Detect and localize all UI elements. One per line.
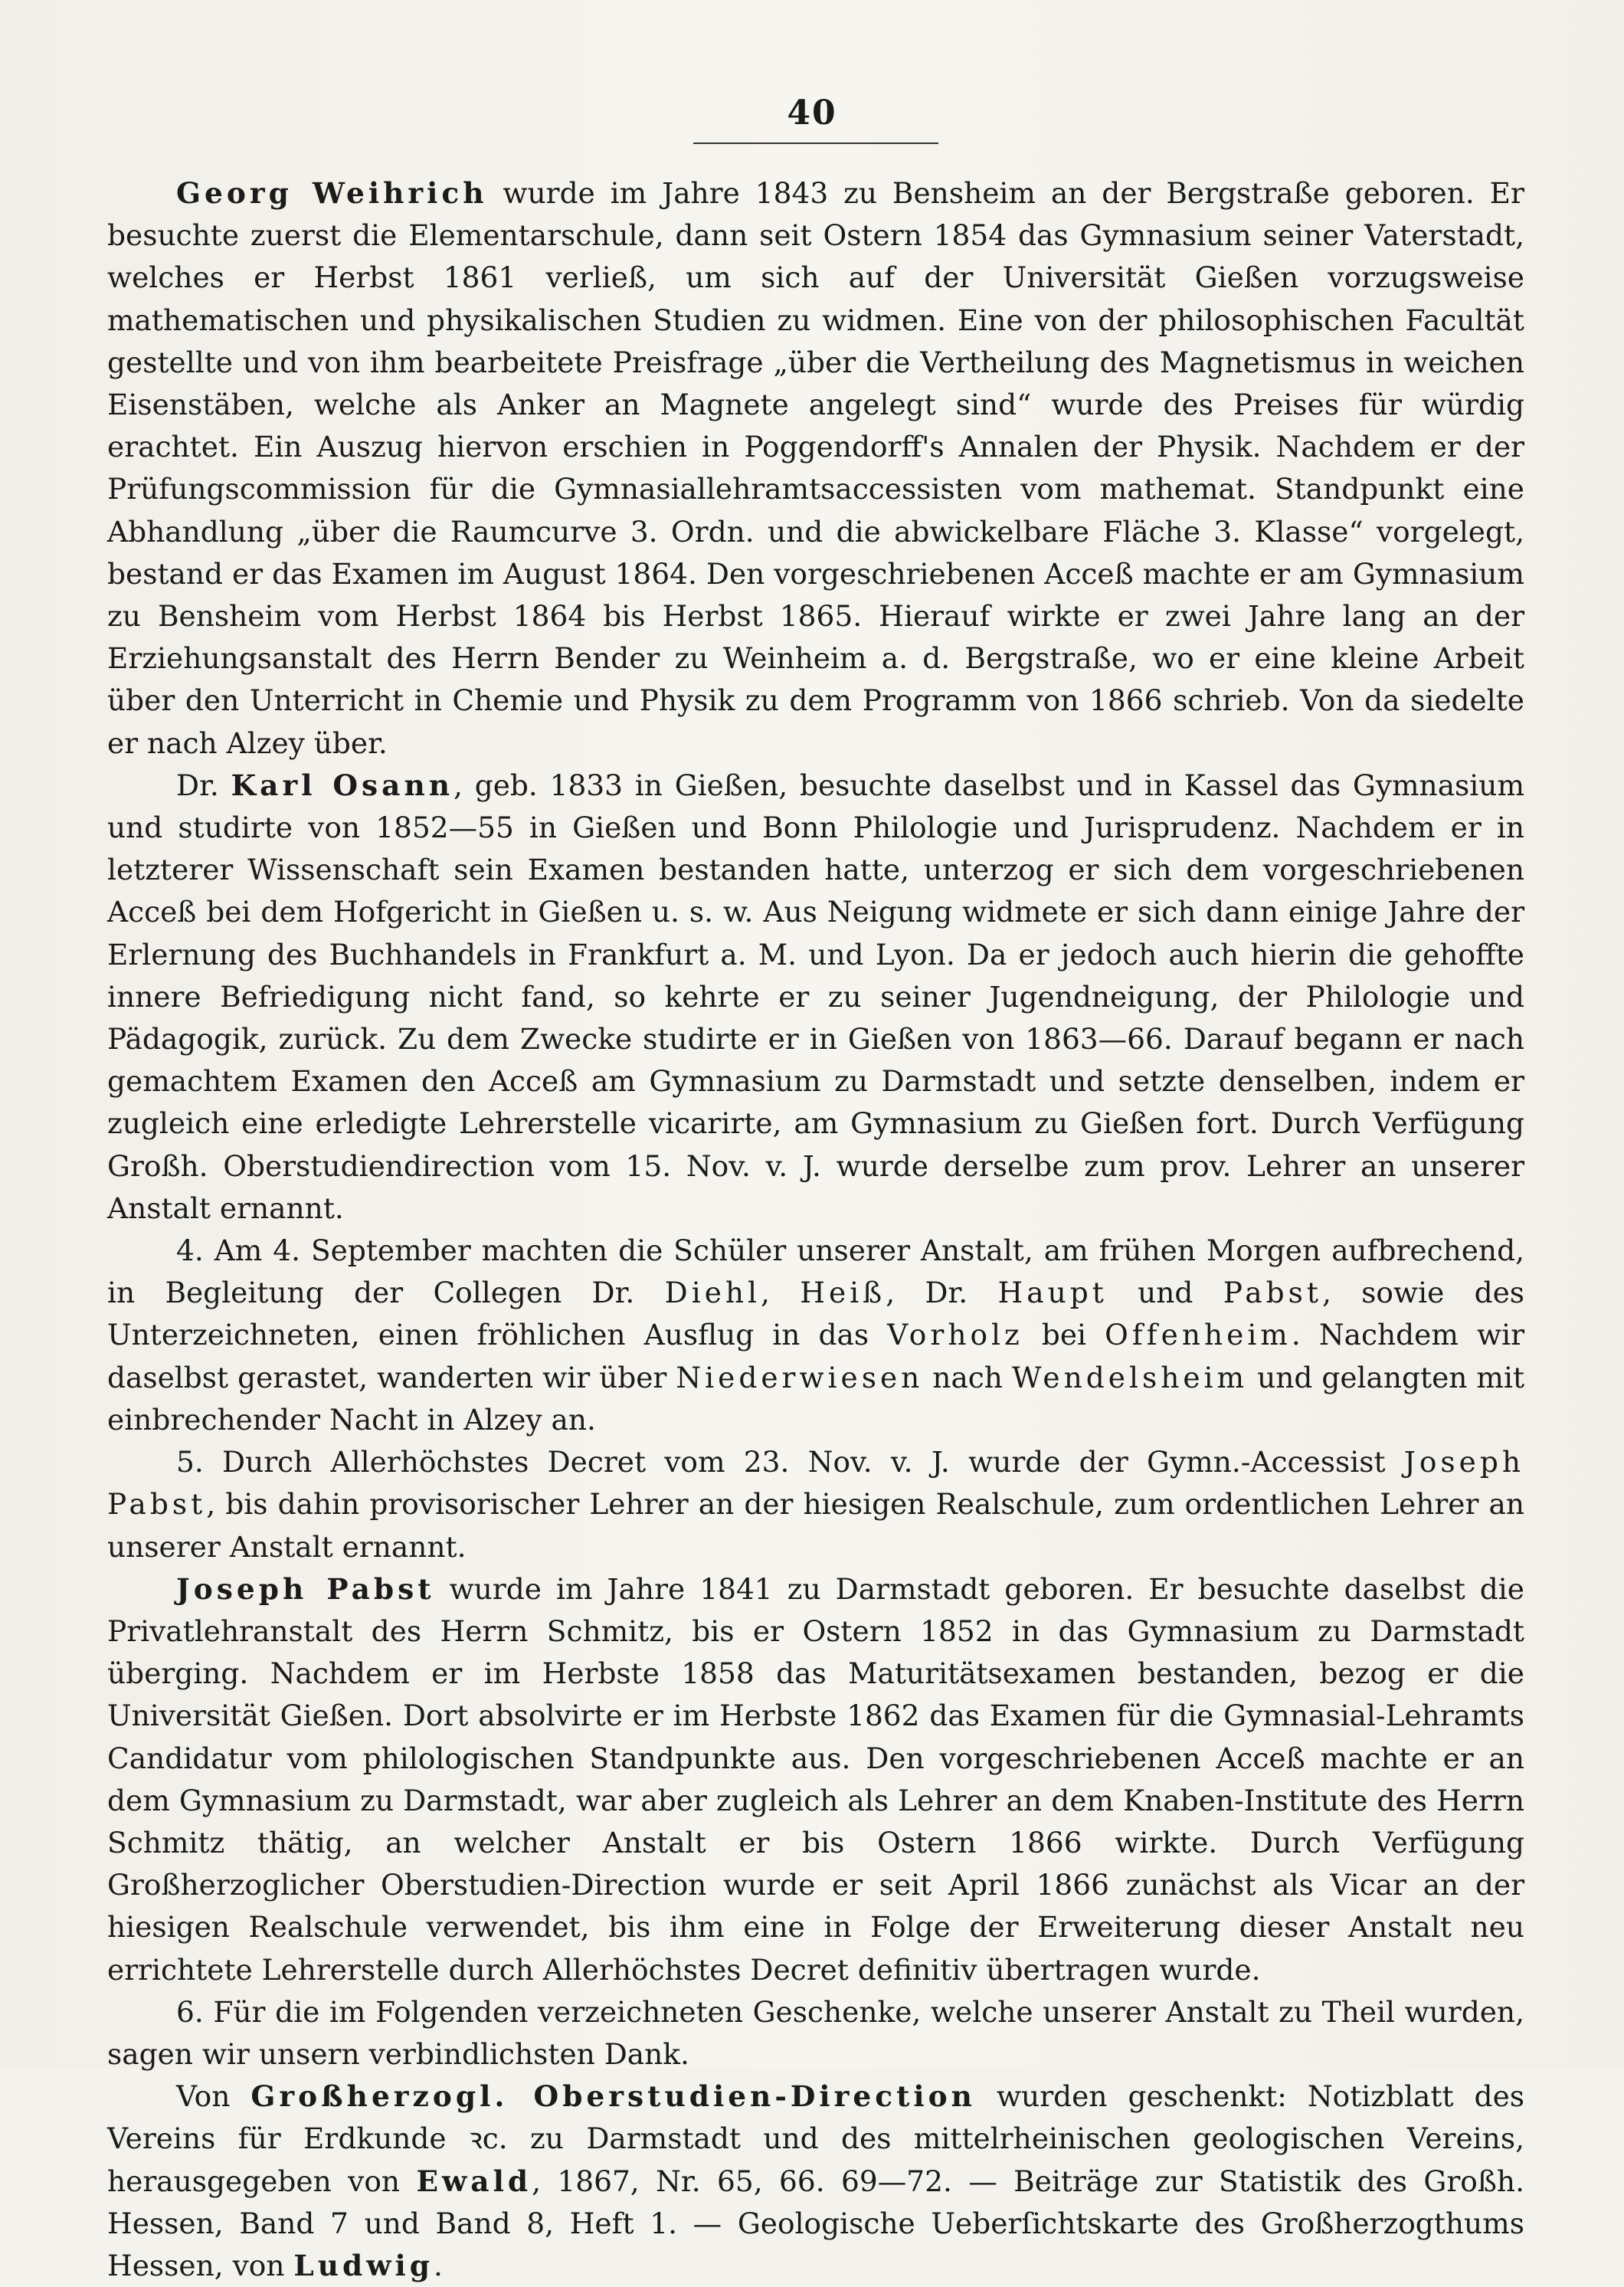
paragraph-text: , geb. 1833 in Gießen, besuchte daselbst und in Kassel das Gymnasium und studirte von 1852—55 in Gießen und Bonn Philologie und Jurisprudenz. Nachdem er in letzterer Wissenschaft sein Examen bestanden hatte, unterzog er sich dem vorgeschriebenen Acceß bei dem Hofgericht in Gießen u. s. w. Aus Neigung widmete er sich dann einige Jahre der Erlernung des Buchhandels in Frankfurt a. M. und Lyon. Da er jedoch auch hierin die gehoffte innere Befriedigung nicht fand, so kehrte er zu seiner Jugendneigung, der Philologie und Pädagogik, zurück. Zu dem Zwecke studirte er in Gießen von 1863—66. Darauf begann er nach gemachtem Examen den Acceß am Gymnasium zu Darmstadt und setzte denselben, indem er zugleich eine erledigte Lehrerstelle vicarirte, am Gymnasium zu Gießen fort. Durch Verfügung Großh. Oberstudiendirection vom 15. Nov. v. J. wurde derselbe zum prov. Lehrer an unserer Anstalt ernannt. [107, 768, 1524, 1225]
paragraph-text: 6. Für die im Folgenden verzeichneten Geschenke, welche unserer Anstalt zu Theil wurden, sagen wir unsern verbindlichsten Dank. [107, 1994, 1524, 2071]
paragraph-pabst [107, 1568, 1524, 1991]
place-name: Vorholz [887, 1318, 1023, 1352]
body-text [107, 172, 1524, 2287]
paragraph-text: wurde im Jahre 1843 zu Bensheim an der Bergstraße geboren. Er besuchte zuerst die Elementarschule, dann seit Ostern 1854 das Gymnasium seiner Vaterstadt, welches er Herbst 1861 verließ, um sich auf der Universität Gießen vorzugsweise mathematischen und physikalischen Studien zu widmen. Eine von der philosophischen Facultät gestellte und von ihm bearbeitete Preisfrage „über die Vertheilung des Magnetismus in weichen Eisenstäben, welche als Anker an Magnete angelegt sind“ wurde des Preises für würdig erachtet. Ein Auszug hiervon erschien in Poggendorff's Annalen der Physik. Nachdem er der Prüfungscommission für die Gymnasiallehramtsaccessisten vom mathemat. Standpunkt eine Abhandlung „über die Raumcurve 3. Ordn. und die abwickelbare Fläche 3. Klasse“ vorgelegt, bestand er das Examen im August 1864. Den vorgeschriebenen Acceß machte er am Gymnasium zu Bensheim vom Herbst 1864 bis Herbst 1865. Hierauf wirkte er zwei Jahre lang an der Erziehungsanstalt des Herrn Bender zu Weinheim a. d. Bergstraße, wo er eine kleine Arbeit über den Unterricht in Chemie und Physik zu dem Programm von 1866 schrieb. Von da siedelte er nach Alzey über. [107, 176, 1524, 760]
paragraph-osann [107, 765, 1524, 1230]
paragraph-decree [107, 1441, 1524, 1568]
person-name: Haupt [997, 1276, 1108, 1310]
text-run: 4. Am 4. September machten die Schüler unserer Anstalt, am frühen Morgen aufbrechend, in Begleitung der Collegen Dr. [107, 1234, 1524, 1310]
institution-name: Großherzogl. Oberstudien-Direction [250, 2079, 976, 2114]
text-run: wurden geschenkt: Notizblatt des Vereins für Erdkunde ꝛc. zu Darmstadt und des mittelrheinischen geologischen Vereins, herausgegeben von [107, 2079, 1525, 2198]
text-run: , sowie des Unterzeichneten, einen fröhlichen Ausflug in das [107, 1276, 1525, 1352]
person-name: Georg Weihrich [176, 176, 488, 210]
paragraph-weihrich [107, 172, 1524, 765]
person-name: Ludwig [293, 2248, 434, 2282]
paragraph-text: wurde im Jahre 1841 zu Darmstadt geboren. Er besuchte daselbst die Privatlehranstalt des Herrn Schmitz, bis er Ostern 1852 in das Gymnasium zu Darmstadt überging. Nachdem er im Herbste 1858 das Maturitätsexamen bestanden, bezog er die Universität Gießen. Dort absolvirte er im Herbste 1862 das Examen für die Gymnasial-Lehramts Candidatur vom philologischen Standpunkte aus. Den vorgeschriebenen Acceß machte er an dem Gymnasium zu Darmstadt, war aber zugleich als Lehrer an dem Knaben-Institute des Herrn Schmitz thätig, an welcher Anstalt er bis Ostern 1866 wirkte. Durch Verfügung Großherzoglicher Oberstudien-Direction wurde er seit April 1866 zunächst als Vicar an der hiesigen Realschule verwendet, bis ihm eine in Folge der Erweiterung dieser Anstalt neu errichtete Lehrerstelle durch Allerhöchstes Decret definitiv übertragen wurde. [107, 1571, 1524, 1987]
person-name: Diehl [664, 1276, 761, 1310]
place-name: Wendelsheim [1011, 1360, 1249, 1394]
text-run: , 1867, Nr. 65, 66. 69—72. — Beiträge zur Statistik des Großh. Hessen, Band 7 und Band 8, Heft 1. — Geologische Ueberſichtskarte des Großherzogthums Hessen, von [107, 2164, 1524, 2282]
text-run: nach [932, 1360, 1003, 1394]
person-name: Karl Osann [231, 768, 453, 802]
person-name: Joseph Pabst [107, 1445, 1525, 1522]
text-run: und gelangten mit einbrechender Nacht in Alzey an. [107, 1360, 1525, 1437]
text-run: , [761, 1276, 770, 1310]
place-name: Offenheim [1105, 1318, 1292, 1352]
paragraph-donations [107, 2076, 1524, 2287]
text-run: . Nachdem wir daselbst gerastet, wanderten wir über [107, 1318, 1525, 1394]
text-run: , Dr. [886, 1276, 968, 1310]
page-number-rule [693, 143, 938, 144]
text-run: 5. Durch Allerhöchstes Decret vom 23. Nov. v. J. wurde der Gymn.-Accessist [176, 1445, 1386, 1479]
text-run: , bis dahin provisorischer Lehrer an der hiesigen Realschule, zum ordentlichen Lehrer an unserer Anstalt ernannt. [107, 1487, 1524, 1564]
text-run: Von [176, 2079, 231, 2114]
person-name: Joseph Pabst [176, 1571, 435, 1606]
title-prefix: Dr. [176, 768, 219, 802]
text-run: und [1138, 1276, 1193, 1310]
paragraph-gifts [107, 1991, 1524, 2076]
text-run: . [434, 2248, 443, 2282]
paragraph-excursion [107, 1230, 1524, 1441]
place-name: Niederwiesen [676, 1360, 924, 1394]
person-name: Heiß [800, 1276, 886, 1310]
page-number: 40 [787, 93, 837, 133]
person-name: Ewald [416, 2164, 532, 2198]
person-name: Pabst [1223, 1276, 1322, 1310]
text-run: bei [1041, 1318, 1087, 1352]
